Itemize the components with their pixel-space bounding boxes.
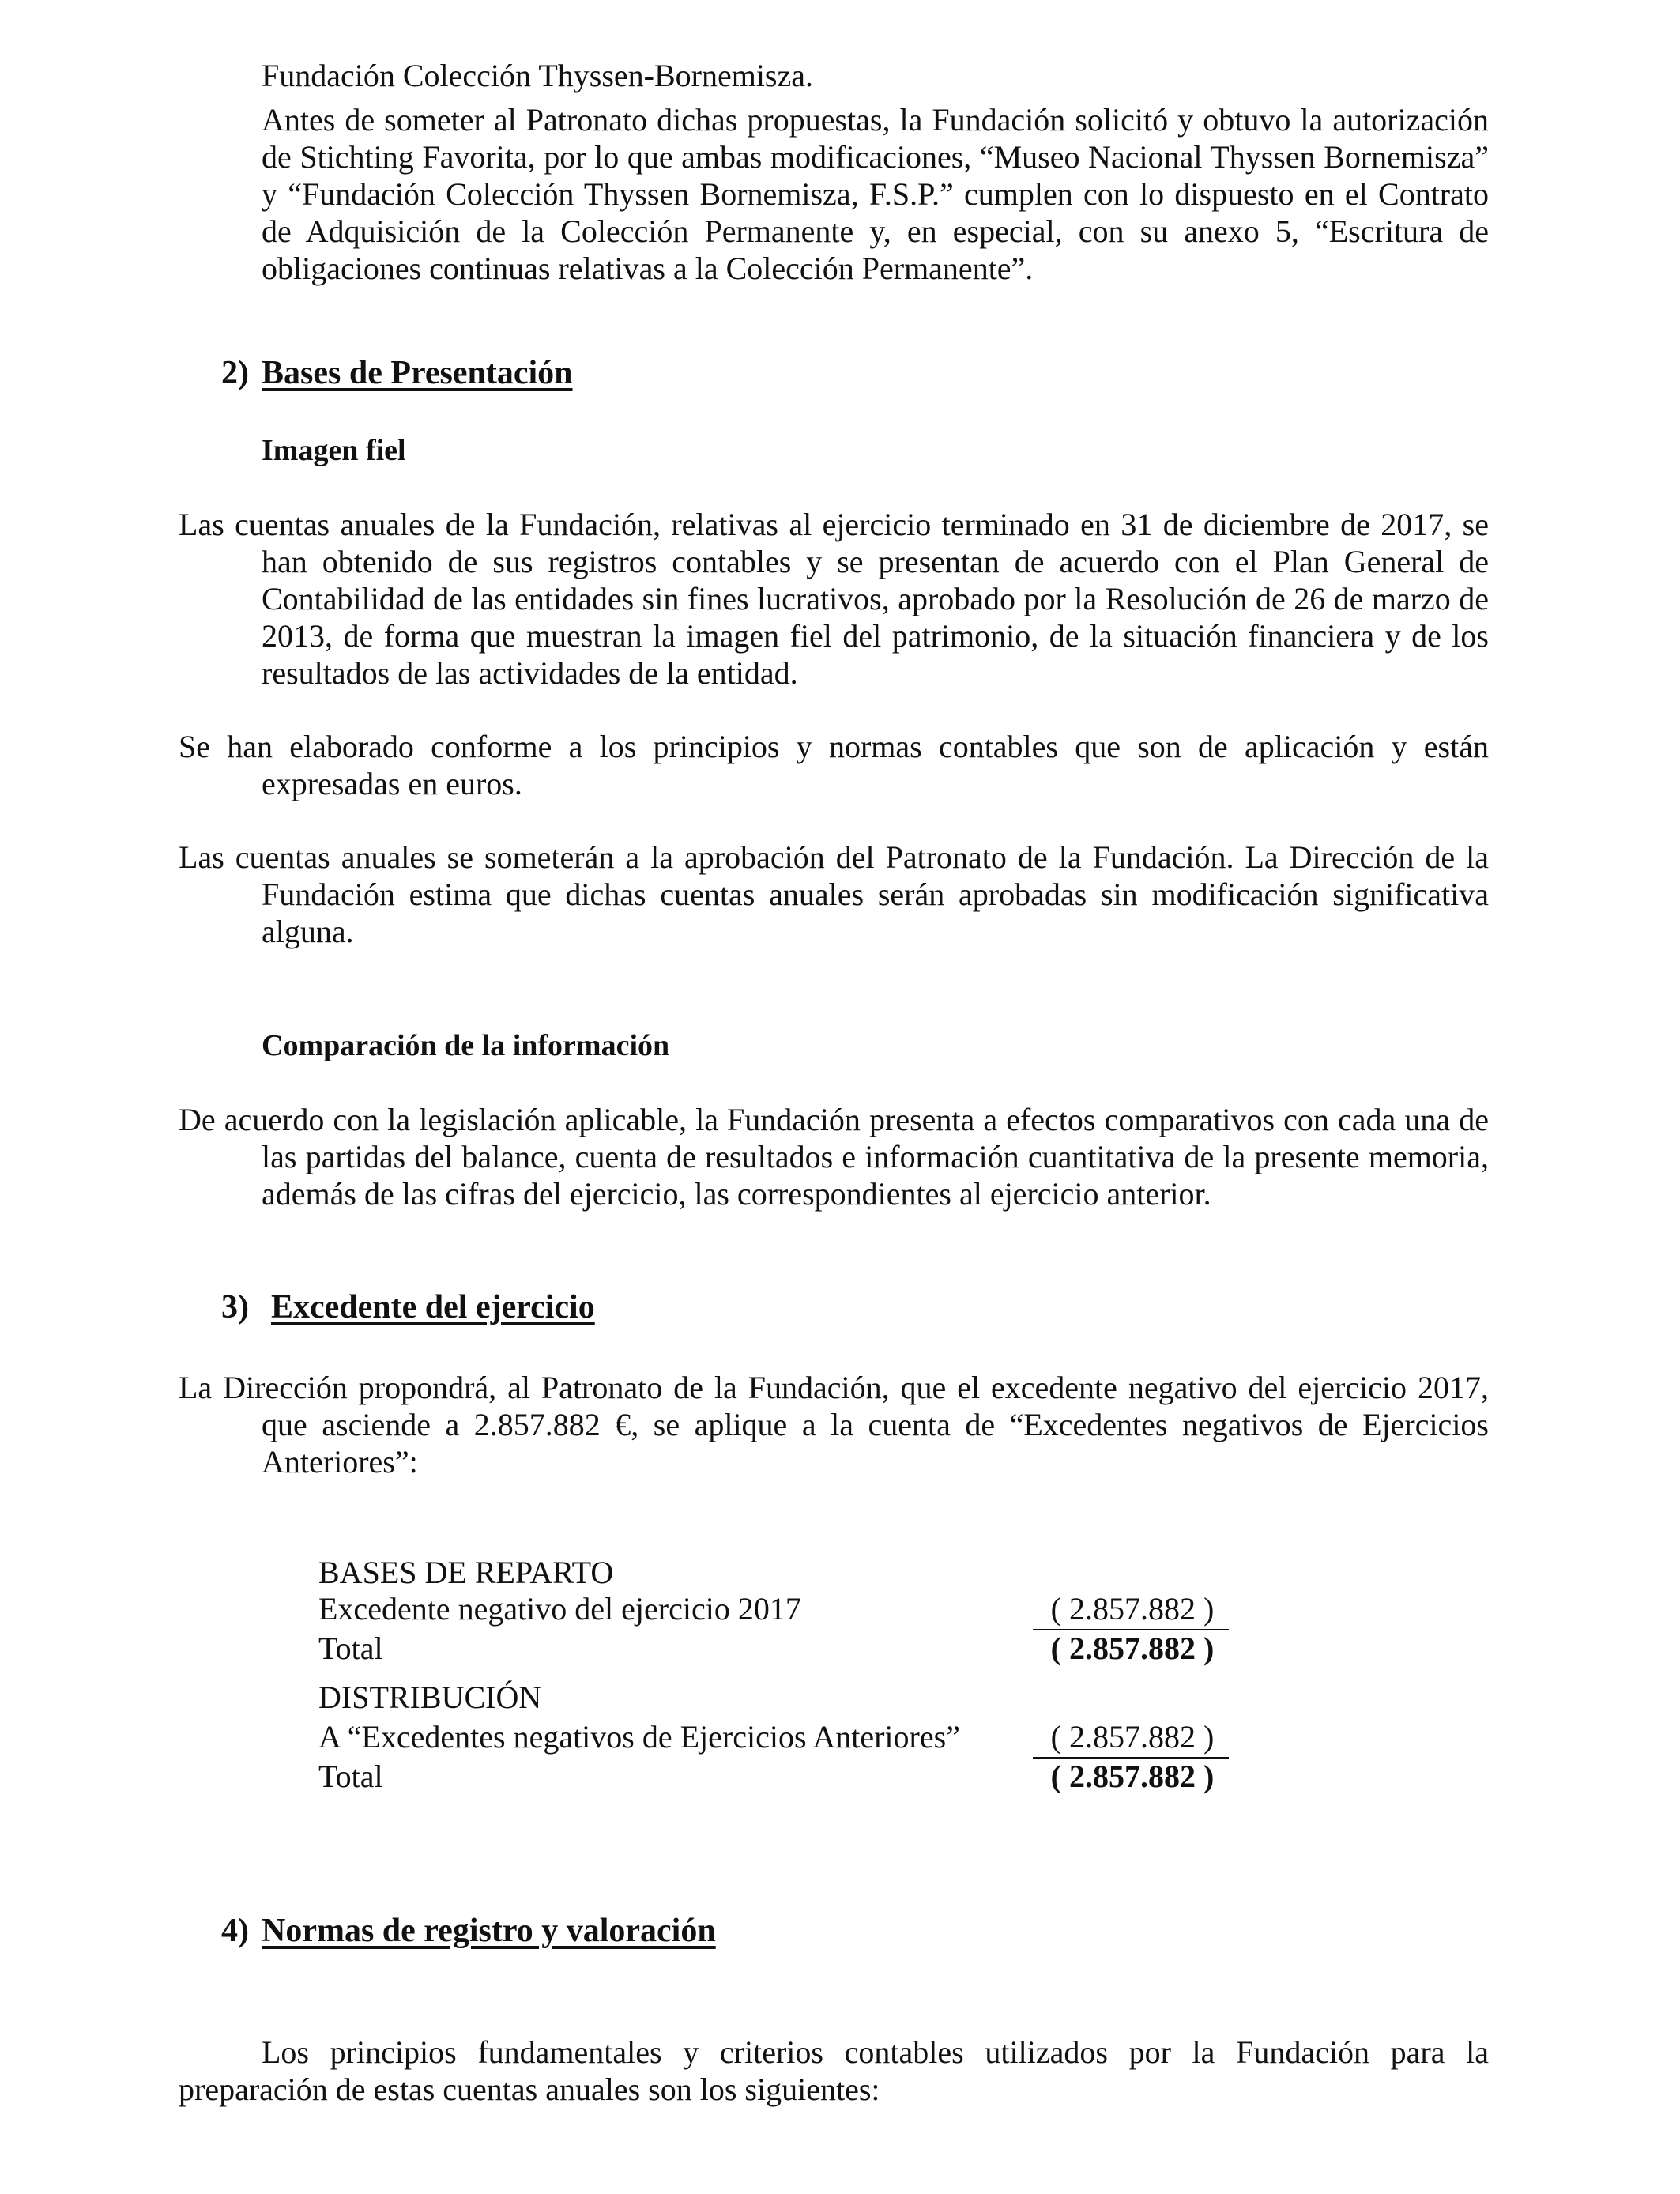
bases-row-amount: ( 2.857.882 ) [1050, 1591, 1215, 1627]
imagen-fiel-paragraph-2: Se han elaborado conforme a los principios y normas contables que son de aplicación y están expresadas en euros. [179, 729, 1489, 801]
bases-total-label: Total [318, 1630, 383, 1666]
bases-heading: BASES DE REPARTO [318, 1555, 614, 1590]
section-3-heading [221, 1287, 595, 1327]
imagen-fiel-paragraph-3: Las cuentas anuales se someterán a la aprobación del Patronato de la Fundación. La Dirección de la Fundación estima que dichas cuentas anuales serán aprobadas sin modificación significativa alguna. [179, 839, 1489, 949]
bases-total-amount: ( 2.857.882 ) [1050, 1630, 1215, 1666]
bases-row [318, 1589, 1229, 1629]
section-4-number: 4) [221, 1913, 249, 1949]
bases-row-label: Excedente negativo del ejercicio 2017 [318, 1591, 801, 1627]
dist-row-label: A “Excedentes negativos de Ejercicios Anteriores” [318, 1719, 960, 1755]
dist-total-amount: ( 2.857.882 ) [1050, 1759, 1215, 1794]
excedente-paragraph: La Dirección propondrá, al Patronato de la Fundación, que el excedente negativo del ejercicio 2017, que asciende a 2.857.882 €, se aplique a la cuenta de “Excedentes negativos de Ejercicios Anteriores”: [179, 1370, 1489, 1480]
dist-total-label: Total [318, 1759, 383, 1794]
dist-total-row [318, 1757, 1229, 1796]
section-2-heading [221, 353, 573, 393]
section-4-title: Normas de registro y valoración [262, 1913, 716, 1949]
section-2-title: Bases de Presentación [262, 355, 573, 391]
imagen-fiel-paragraph-1: Las cuentas anuales de la Fundación, relativas al ejercicio terminado en 31 de diciembre de 2017, se han obtenido de sus registros contables y se presentan de acuerdo con el Plan General de Contabilidad de las entidades sin fines lucrativos, aprobado por la Resolución de 26 de marzo de 2013, de forma que muestran la imagen fiel del patrimonio, de la situación financiera y de los resultados de las actividades de la entidad. [179, 507, 1489, 691]
normas-paragraph: Los principios fundamentales y criterios contables utilizados por la Fundación para la preparación de estas cuentas anuales son los siguientes: [179, 2034, 1489, 2107]
comparacion-paragraph: De acuerdo con la legislación aplicable, la Fundación presenta a efectos comparativos con cada una de las partidas del balance, cuenta de resultados e información cuantitativa de la presente memoria, además de las cifras del ejercicio, las correspondientes al ejercicio anterior. [179, 1102, 1489, 1212]
intro-line: Fundación Colección Thyssen-Bornemisza. [262, 58, 814, 93]
section-2-number: 2) [221, 355, 249, 391]
dist-row [318, 1717, 1229, 1757]
dist-heading: DISTRIBUCIÓN [318, 1679, 542, 1715]
bases-heading-row [318, 1553, 1229, 1593]
section-4-heading [221, 1911, 716, 1951]
dist-heading-row [318, 1678, 1229, 1717]
intro-paragraph: Antes de someter al Patronato dichas propuestas, la Fundación solicitó y obtuvo la autorización de Stichting Favorita, por lo que ambas modificaciones, “Museo Nacional Thyssen Bornemisza” y “Fundación Colección Thyssen Bornemisza, F.S.P.” cumplen con lo dispuesto en el Contrato de Adquisición de la Colección Permanente y, en especial, con su anexo 5, “Escritura de obligaciones continuas relativas a la Colección Permanente”. [262, 102, 1489, 286]
section-3-number: 3) [221, 1289, 249, 1325]
bases-total-row [318, 1629, 1229, 1668]
comparacion-heading: Comparación de la información [262, 1029, 670, 1062]
section-3-title: Excedente del ejercicio [271, 1289, 595, 1325]
dist-row-amount: ( 2.857.882 ) [1050, 1719, 1215, 1755]
imagen-fiel-heading: Imagen fiel [262, 434, 406, 467]
